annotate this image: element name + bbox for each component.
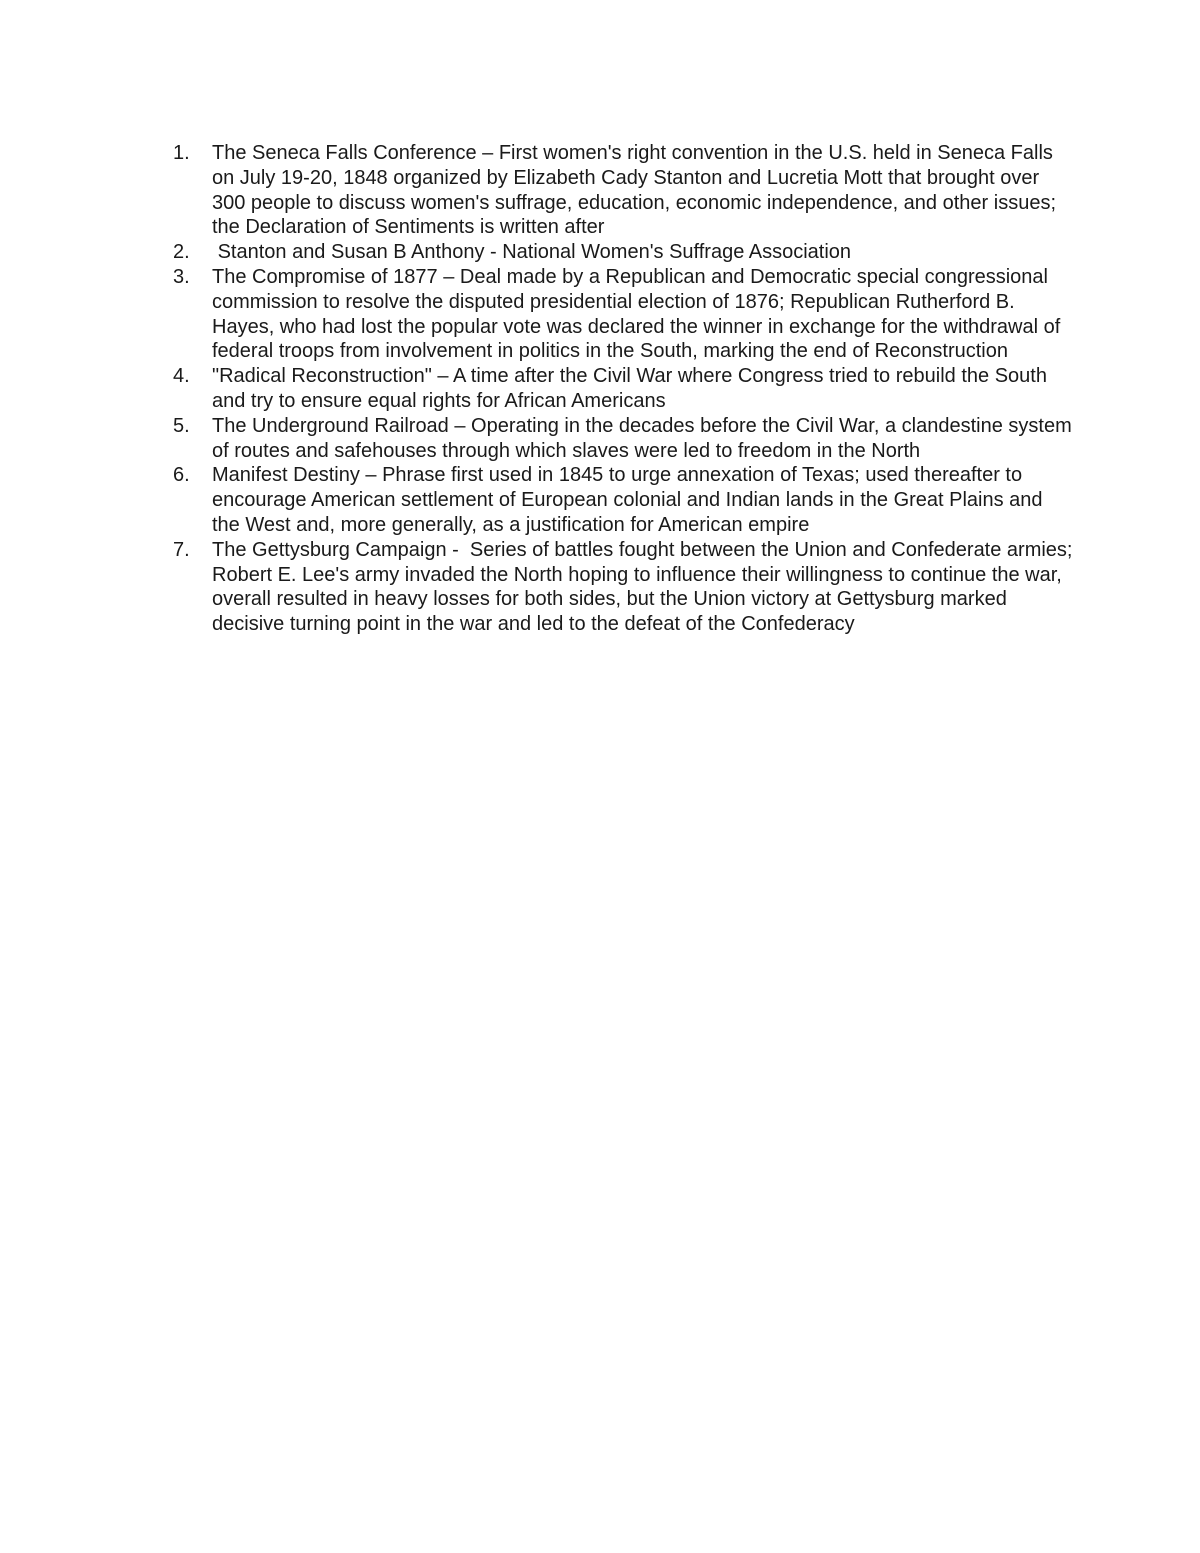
list-item xyxy=(173,538,1079,637)
list-item-text: Stanton and Susan B Anthony - National Women's Suffrage Association xyxy=(212,241,852,264)
list-item xyxy=(173,240,1073,265)
list-item-number: 3. xyxy=(173,265,190,288)
numbered-list xyxy=(173,141,1079,637)
list-item-text: The Gettysburg Campaign - Series of battles fought between the Union and Confederate armies; Robert E. Lee's army invaded the North hoping to influence their willingness to continue the war, overall resulted in heavy losses for both sides, but the Union victory at Gettysburg marked decisive turning point in the war and led to the defeat of the Confederacy xyxy=(212,538,1079,636)
list-item-number: 2. xyxy=(173,241,190,264)
list-item-number: 7. xyxy=(173,538,190,561)
list-item-number: 1. xyxy=(173,142,190,164)
list-item-text: The Compromise of 1877 – Deal made by a Republican and Democratic special congressional commission to resolve the disputed presidential election of 1876; Republican Rutherford B. Hayes, who had lost the popular vote was declared the winner in exchange for the withdrawal of federal troops from involvement in politics in the South, marking the end of Reconstruction xyxy=(212,265,1061,363)
list-item-number: 6. xyxy=(173,464,190,487)
list-item-number: 5. xyxy=(173,414,190,437)
list-item-text: "Radical Reconstruction" – A time after the Civil War where Congress tried to rebuild the South and try to ensure equal rights for African Americans xyxy=(212,365,1047,412)
list-item-text: The Underground Railroad – Operating in the decades before the Civil War, a clandestine system of routes and safehouses through which slaves were led to freedom in the North xyxy=(212,414,1072,462)
list-item xyxy=(173,463,1073,537)
list-item-text: The Seneca Falls Conference – First women's right convention in the U.S. held in Seneca Falls on July 19-20, 1848 organized by Elizabeth Cady Stanton and Lucretia Mott that brought over 300 people to discuss women's suffrage, education, economic independence, and other issues; the Declaration of Sentiments is written after xyxy=(212,142,1056,239)
list-item-text: Manifest Destiny – Phrase first used in 1845 to urge annexation of Texas; used thereafter to encourage American settlement of European colonial and Indian lands in the Great Plains and the West and, more generally, as a justification for American empire xyxy=(212,464,1043,536)
list-item xyxy=(173,364,1073,414)
list-item-number: 4. xyxy=(173,365,190,388)
list-item xyxy=(173,414,1073,464)
list-item xyxy=(173,141,1073,240)
list-item xyxy=(173,265,1073,364)
